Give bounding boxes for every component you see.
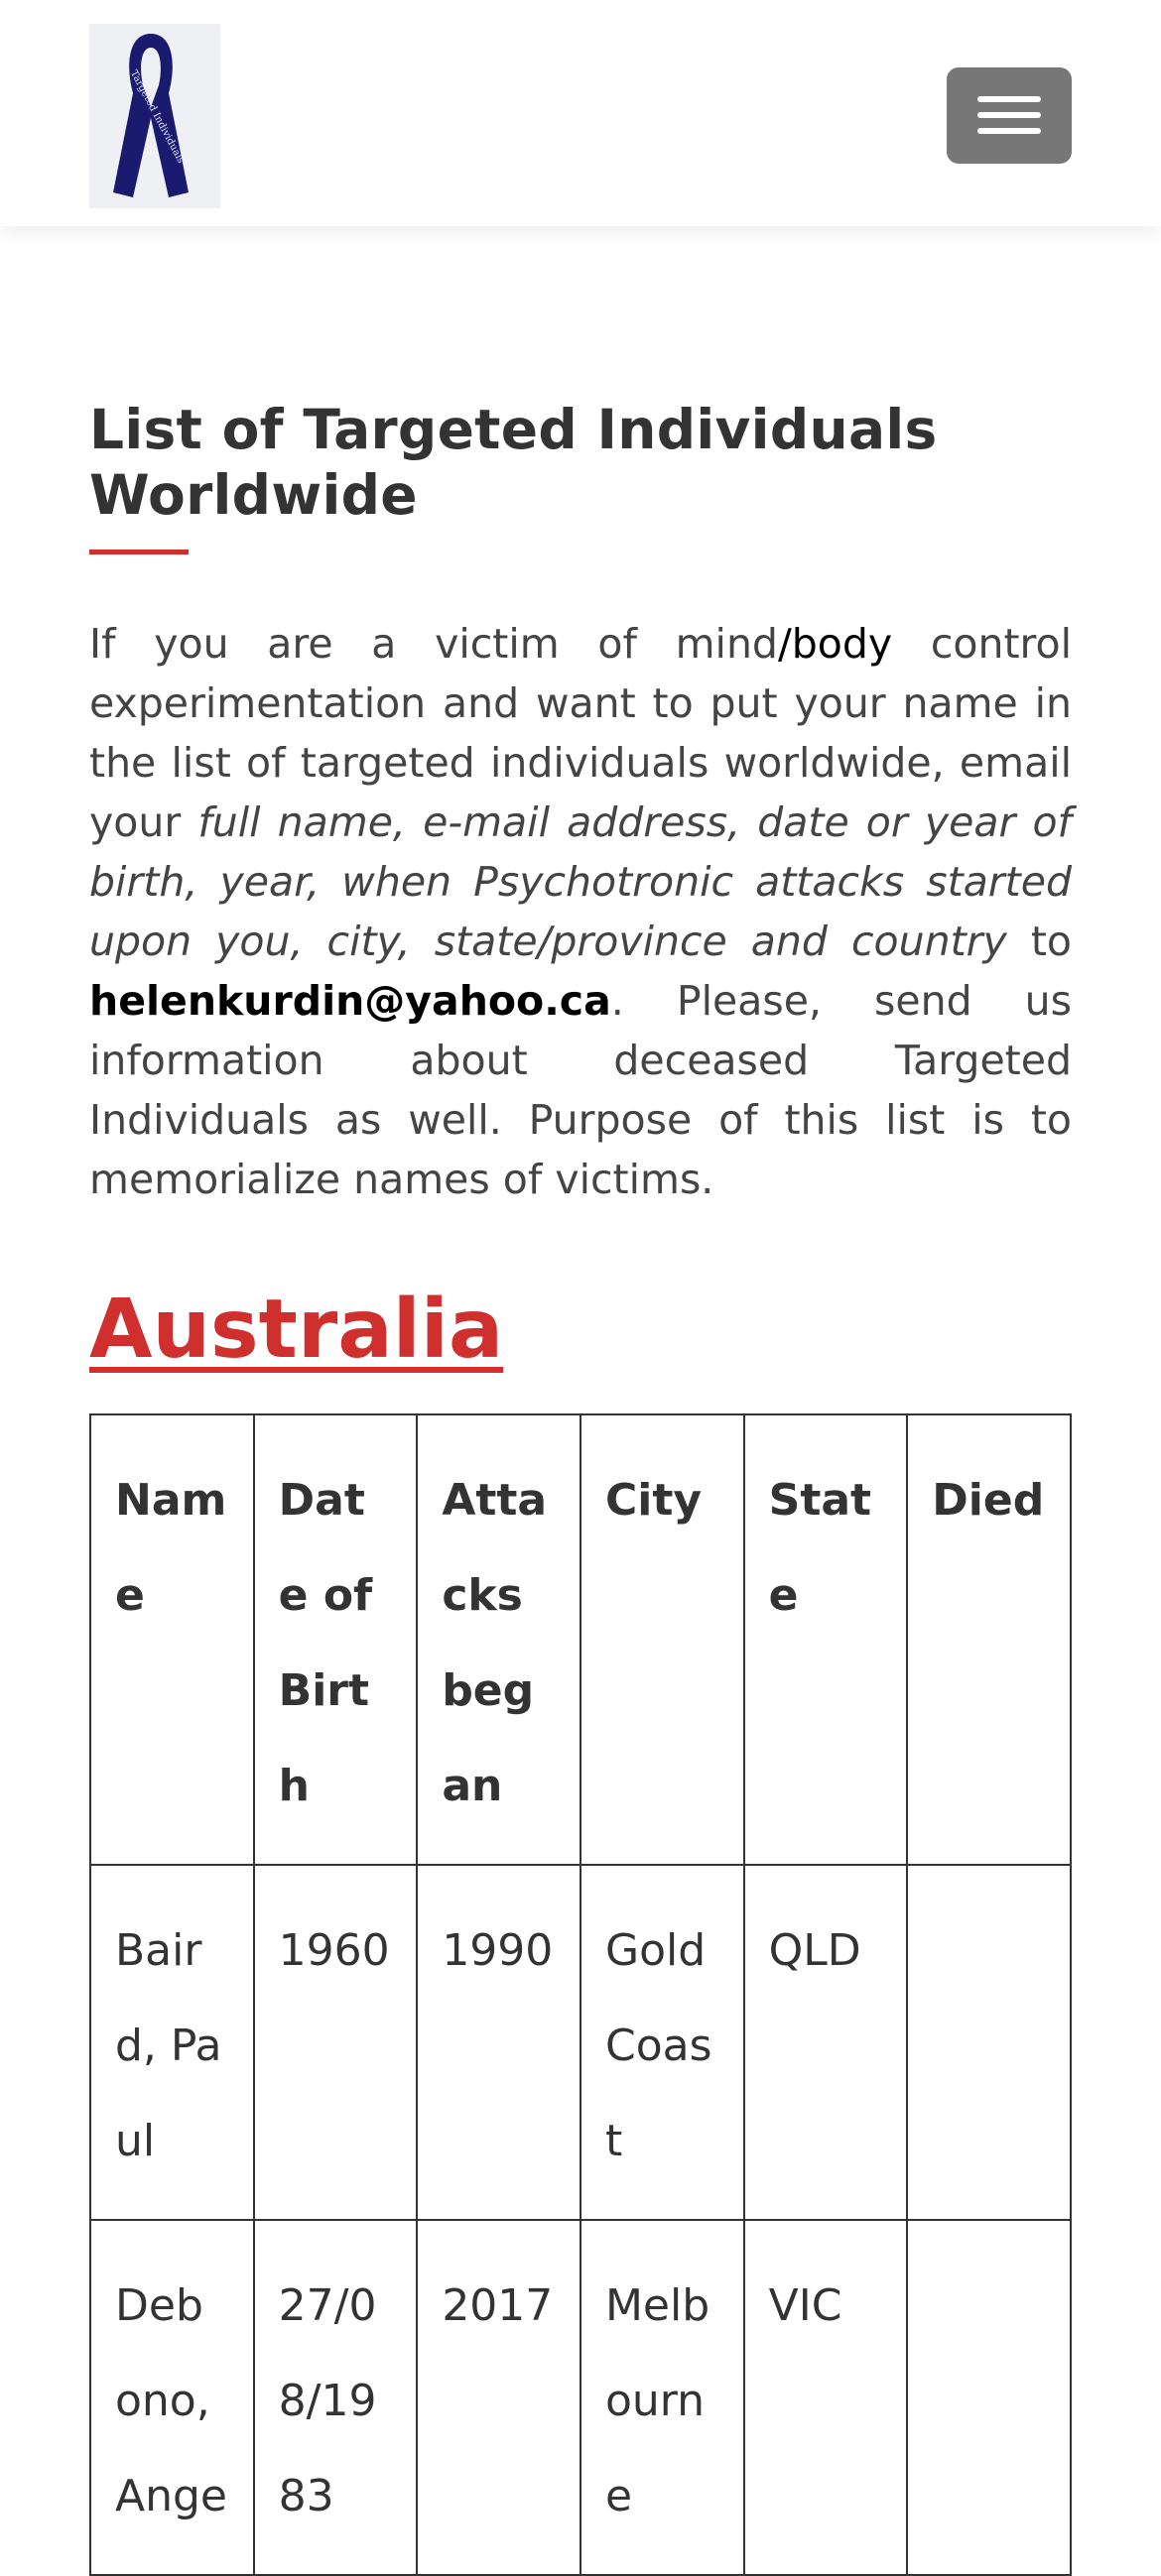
contact-email[interactable]: helenkurdin@yahoo.ca [89, 977, 611, 1025]
table-cell: VIC [744, 2220, 908, 2575]
ribbon-logo-icon [89, 24, 220, 208]
table-cell: Melbourne [580, 2220, 744, 2575]
site-header [0, 0, 1161, 226]
main-content [89, 397, 1072, 2576]
table-cell: Baird, Paul [90, 1865, 254, 2220]
intro-text: /body [777, 620, 893, 668]
table-cell: 2017 [417, 2220, 580, 2575]
victims-table [89, 1413, 1072, 2576]
table-row [90, 1865, 1071, 2220]
table-cell [907, 1865, 1071, 2220]
column-header: Died [907, 1414, 1071, 1865]
intro-text: If you are a victim of mind [89, 620, 778, 668]
intro-paragraph [89, 614, 1072, 1209]
table-cell [907, 2220, 1071, 2575]
table-cell: QLD [744, 1865, 908, 2220]
table-cell: 1960 [254, 1865, 418, 2220]
table-cell: 27/08/1983 [254, 2220, 418, 2575]
table-cell: 1990 [417, 1865, 580, 2220]
intro-text: to [1006, 918, 1072, 965]
table-cell: Debono, Ange [90, 2220, 254, 2575]
hamburger-icon-bar [977, 128, 1041, 134]
title-divider [89, 550, 189, 554]
column-header: Name [90, 1414, 254, 1865]
table-row [90, 2220, 1071, 2575]
site-logo[interactable] [89, 24, 220, 208]
intro-text: control experimentation and want to put your name in the list of targeted individuals worldwide, email your [89, 620, 1072, 846]
menu-toggle-button[interactable] [947, 67, 1072, 164]
hamburger-icon [977, 96, 1041, 102]
column-header: Attacks began [417, 1414, 580, 1865]
column-header: State [744, 1414, 908, 1865]
svg-text:Targeted Individuals: Targeted Individuals [127, 68, 187, 166]
column-header: City [580, 1414, 744, 1865]
column-header: Date of Birth [254, 1414, 418, 1865]
intro-required-fields: full name, e-mail address, date or year of birth, year, when Psychotronic attacks started upon you, city, state/province and country [89, 798, 1072, 965]
table-header-row [90, 1414, 1071, 1865]
hamburger-icon-bar [977, 112, 1041, 118]
country-heading-australia[interactable]: Australia [89, 1283, 504, 1377]
page-title: List of Targeted Individuals Worldwide [89, 398, 938, 527]
table-cell: Gold Coast [580, 1865, 744, 2220]
intro-text: . Please, send us information about deceased Targeted Individuals as well. Purpose of this list is to memorialize names of victims. [89, 977, 1072, 1203]
